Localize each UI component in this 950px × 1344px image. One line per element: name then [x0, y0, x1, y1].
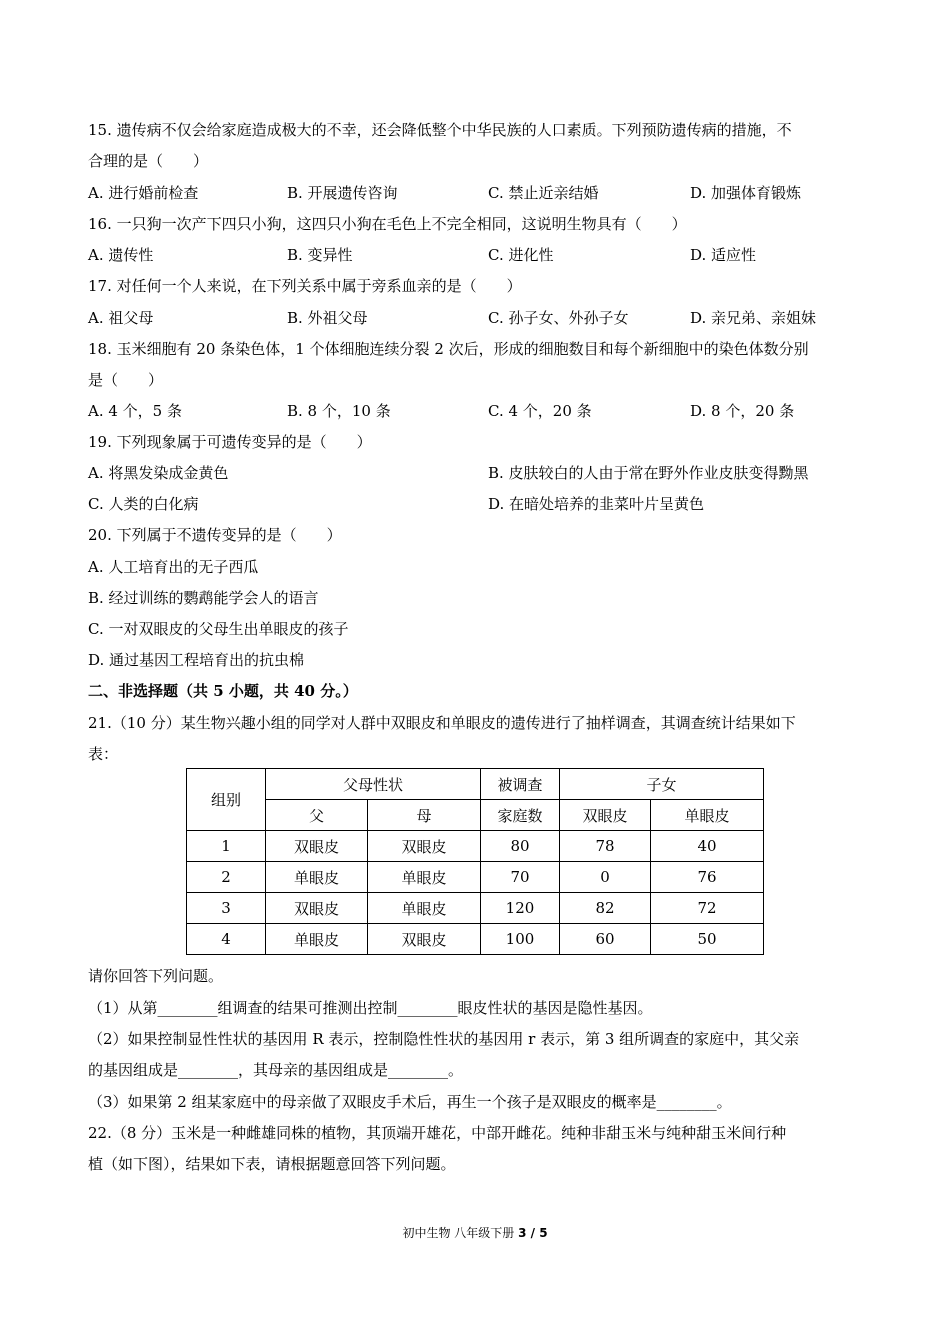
q17-option-d: D. 亲兄弟、亲姐妹	[690, 309, 817, 327]
q16-option-c: C. 进化性	[488, 246, 554, 264]
q19-options-row2	[88, 494, 868, 514]
q18-option-d: D. 8 个，20 条	[690, 402, 795, 420]
q21-stem-line2: 表：	[88, 745, 119, 763]
q18-options	[88, 401, 868, 421]
q16-option-b: B. 变异性	[287, 246, 353, 264]
header-double: 双眼皮	[560, 800, 651, 831]
q16-stem: 16. 一只狗一次产下四只小狗，这四只小狗在毛色上不完全相同，这说明生物具有（ ）	[88, 215, 687, 233]
header-surveyed-1: 被调查	[481, 769, 560, 800]
cell-father: 双眼皮	[266, 831, 368, 862]
page-number: 3 / 5	[518, 1226, 548, 1240]
table-row	[187, 924, 764, 955]
q19-option-b: B. 皮肤较白的人由于常在野外作业皮肤变得黝黑	[488, 464, 809, 482]
q16-options	[88, 245, 868, 265]
q17-option-c: C. 孙子女、外孙子女	[488, 309, 629, 327]
q16-option-a: A. 遗传性	[88, 246, 154, 264]
header-single: 单眼皮	[651, 800, 764, 831]
header-parents: 父母性状	[266, 769, 481, 800]
q18-option-a: A. 4 个，5 条	[88, 402, 182, 420]
q17-options	[88, 308, 868, 328]
footer-subject: 初中生物 八年级下册	[402, 1226, 515, 1240]
q22-stem-line2: 植（如下图），结果如下表，请根据题意回答下列问题。	[88, 1155, 456, 1173]
table-row	[187, 862, 764, 893]
header-mother: 母	[368, 800, 481, 831]
q20-option-b: B. 经过训练的鹦鹉能学会人的语言	[88, 589, 319, 607]
cell-single: 72	[651, 893, 764, 924]
table-row	[187, 831, 764, 862]
q17-option-a: A. 祖父母	[88, 309, 154, 327]
q15-option-b: B. 开展遗传咨询	[287, 184, 398, 202]
cell-double: 60	[560, 924, 651, 955]
cell-single: 50	[651, 924, 764, 955]
cell-double: 78	[560, 831, 651, 862]
cell-families: 100	[481, 924, 560, 955]
q19-options-row1	[88, 463, 868, 483]
q21-sub1: （1）从第________组调查的结果可推测出控制________眼皮性状的基因是隐性基因。	[88, 999, 653, 1017]
q20-option-a: A. 人工培育出的无子西瓜	[88, 558, 259, 576]
q19-stem: 19. 下列现象属于可遗传变异的是（ ）	[88, 433, 372, 451]
q20-option-c: C. 一对双眼皮的父母生出单眼皮的孩子	[88, 620, 349, 638]
q21-sub2-line1: （2）如果控制显性性状的基因用 R 表示，控制隐性性状的基因用 r 表示，第 3 组所调查的家庭中，其父亲	[88, 1030, 800, 1048]
q20-stem: 20. 下列属于不遗传变异的是（ ）	[88, 526, 342, 544]
cell-double: 0	[560, 862, 651, 893]
q17-stem: 17. 对任何一个人来说，在下列关系中属于旁系血亲的是（ ）	[88, 277, 522, 295]
table-row	[187, 893, 764, 924]
q21-sub3: （3）如果第 2 组某家庭中的母亲做了双眼皮手术后，再生一个孩子是双眼皮的概率是________。	[88, 1093, 732, 1111]
survey-table	[186, 768, 764, 955]
section2-heading: 二、非选择题（共 5 小题，共 40 分。）	[88, 682, 358, 700]
header-children: 子女	[560, 769, 764, 800]
cell-mother: 单眼皮	[368, 893, 481, 924]
cell-families: 70	[481, 862, 560, 893]
header-group: 组别	[187, 769, 266, 831]
q19-option-c: C. 人类的白化病	[88, 495, 199, 513]
cell-single: 40	[651, 831, 764, 862]
q21-sub2-line2: 的基因组成是________，其母亲的基因组成是________。	[88, 1061, 464, 1079]
q15-options	[88, 183, 868, 203]
q15-option-d: D. 加强体育锻炼	[690, 184, 802, 202]
header-father: 父	[266, 800, 368, 831]
q22-stem-line1: 22.（8 分）玉米是一种雌雄同株的植物，其顶端开雄花，中部开雌花。纯种非甜玉米与纯种甜玉米间行种	[88, 1124, 787, 1142]
q18-option-c: C. 4 个，20 条	[488, 402, 592, 420]
q21-stem-line1: 21.（10 分）某生物兴趣小组的同学对人群中双眼皮和单眼皮的遗传进行了抽样调查，其调查统计结果如下	[88, 714, 796, 732]
cell-families: 120	[481, 893, 560, 924]
q20-option-d: D. 通过基因工程培育出的抗虫棉	[88, 651, 305, 669]
cell-families: 80	[481, 831, 560, 862]
page-footer	[0, 1225, 950, 1241]
cell-father: 单眼皮	[266, 924, 368, 955]
cell-double: 82	[560, 893, 651, 924]
cell-father: 双眼皮	[266, 893, 368, 924]
q15-option-a: A. 进行婚前检查	[88, 184, 199, 202]
q18-option-b: B. 8 个，10 条	[287, 402, 391, 420]
cell-group: 3	[187, 893, 266, 924]
q15-stem-line2: 合理的是（ ）	[88, 152, 209, 170]
q15-option-c: C. 禁止近亲结婚	[488, 184, 599, 202]
cell-mother: 双眼皮	[368, 831, 481, 862]
q19-option-a: A. 将黑发染成金黄色	[88, 464, 229, 482]
q21-prompt: 请你回答下列问题。	[88, 967, 224, 985]
cell-mother: 双眼皮	[368, 924, 481, 955]
cell-father: 单眼皮	[266, 862, 368, 893]
header-surveyed-2: 家庭数	[481, 800, 560, 831]
q16-option-d: D. 适应性	[690, 246, 757, 264]
q17-option-b: B. 外祖父母	[287, 309, 368, 327]
table-header-row2	[187, 800, 764, 831]
cell-group: 4	[187, 924, 266, 955]
cell-mother: 单眼皮	[368, 862, 481, 893]
q18-stem-line2: 是（ ）	[88, 371, 164, 389]
cell-group: 1	[187, 831, 266, 862]
table-header-row1	[187, 769, 764, 800]
q19-option-d: D. 在暗处培养的韭菜叶片呈黄色	[488, 495, 705, 513]
q15-stem-line1: 15. 遗传病不仅会给家庭造成极大的不幸，还会降低整个中华民族的人口素质。下列预防遗传病的措施，不	[88, 121, 792, 139]
q18-stem-line1: 18. 玉米细胞有 20 条染色体，1 个体细胞连续分裂 2 次后，形成的细胞数目和每个新细胞中的染色体数分别	[88, 340, 809, 358]
cell-single: 76	[651, 862, 764, 893]
cell-group: 2	[187, 862, 266, 893]
